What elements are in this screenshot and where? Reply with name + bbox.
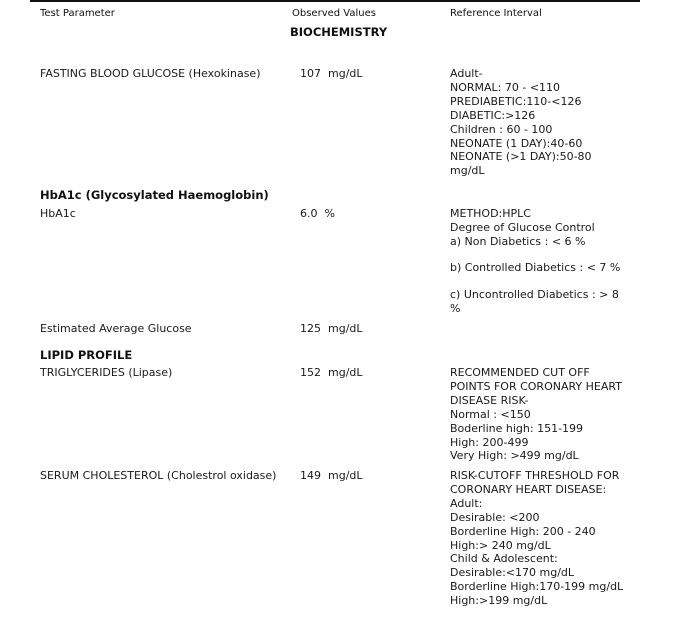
ref-line: DIABETIC:>126 (450, 108, 536, 122)
section-hba1c: HbA1c (Glycosylated Haemoglobin) (40, 188, 269, 202)
section-biochemistry: BIOCHEMISTRY (290, 25, 388, 39)
value-unit: mg/dL (328, 366, 363, 379)
ref-line: POINTS FOR CORONARY HEART (450, 379, 622, 393)
ref-line: Adult: (450, 496, 483, 510)
param-triglycerides: TRIGLYCERIDES (Lipase) (40, 366, 173, 379)
value-unit: mg/dL (328, 67, 363, 80)
ref-line: c) Uncontrolled Diabetics : > 8 (450, 288, 619, 301)
ref-line: Borderline High: 200 - 240 (450, 524, 596, 538)
value-eag (300, 322, 363, 335)
value-number: 149 (300, 469, 321, 482)
ref-line: Borderline High:170-199 mg/dL (450, 580, 624, 594)
value-number: 125 (300, 322, 321, 335)
ref-hba1c-uncontrolled (450, 288, 619, 316)
ref-line: Adult- (450, 67, 483, 80)
ref-line: b) Controlled Diabetics : < 7 % (450, 261, 621, 274)
param-serum-cholesterol: SERUM CHOLESTEROL (Cholestrol oxidase) (40, 469, 277, 482)
ref-line: High: 200-499 (450, 435, 529, 449)
header-reference-interval: Reference Interval (450, 8, 542, 19)
ref-line: RISK-CUTOFF THRESHOLD FOR (450, 469, 620, 482)
param-fasting-glucose: FASTING BLOOD GLUCOSE (Hexokinase) (40, 67, 261, 80)
value-unit: % (324, 207, 335, 220)
section-lipid-profile: LIPID PROFILE (40, 348, 133, 362)
value-number: 6.0 (300, 207, 318, 220)
ref-fasting-glucose (450, 67, 592, 178)
ref-line: Very High: >499 mg/dL (450, 449, 579, 463)
header-test-parameter: Test Parameter (40, 8, 115, 19)
value-number: 107 (300, 67, 321, 80)
ref-line: RECOMMENDED CUT OFF (450, 366, 590, 379)
ref-line: DISEASE RISK- (450, 393, 529, 407)
ref-line: Desirable: <200 (450, 510, 540, 524)
ref-line: PREDIABETIC:110-<126 (450, 94, 582, 108)
ref-line: Normal : <150 (450, 407, 531, 421)
ref-line: % (450, 301, 461, 315)
ref-line: NEONATE (>1 DAY):50-80 (450, 150, 592, 164)
value-serum-cholesterol (300, 469, 363, 482)
value-triglycerides (300, 366, 363, 379)
param-eag: Estimated Average Glucose (40, 322, 192, 335)
ref-line: Degree of Glucose Control (450, 220, 595, 234)
ref-hba1c-controlled (450, 261, 620, 275)
ref-line: mg/dL (450, 164, 485, 178)
ref-triglycerides (450, 366, 622, 463)
header-observed-values: Observed Values (292, 8, 376, 19)
value-unit: mg/dL (328, 469, 363, 482)
value-number: 152 (300, 366, 321, 379)
ref-line: NORMAL: 70 - <110 (450, 80, 561, 94)
top-rule (30, 0, 640, 2)
ref-line: Children : 60 - 100 (450, 122, 553, 136)
ref-line: Desirable:<170 mg/dL (450, 566, 575, 580)
value-hba1c (300, 207, 335, 220)
ref-line: Child & Adolescent: (450, 552, 558, 566)
param-hba1c: HbA1c (40, 207, 76, 220)
ref-line: METHOD:HPLC (450, 207, 531, 220)
ref-line: a) Non Diabetics : < 6 % (450, 234, 586, 248)
value-unit: mg/dL (328, 322, 363, 335)
ref-line: High:> 240 mg/dL (450, 538, 551, 552)
ref-line: High:>199 mg/dL (450, 594, 548, 608)
ref-hba1c-method (450, 207, 595, 249)
ref-line: CORONARY HEART DISEASE: (450, 482, 607, 496)
value-fasting-glucose (300, 67, 363, 80)
ref-line: Boderline high: 151-199 (450, 421, 584, 435)
ref-line: NEONATE (1 DAY):40-60 (450, 136, 583, 150)
ref-serum-cholesterol (450, 469, 623, 608)
